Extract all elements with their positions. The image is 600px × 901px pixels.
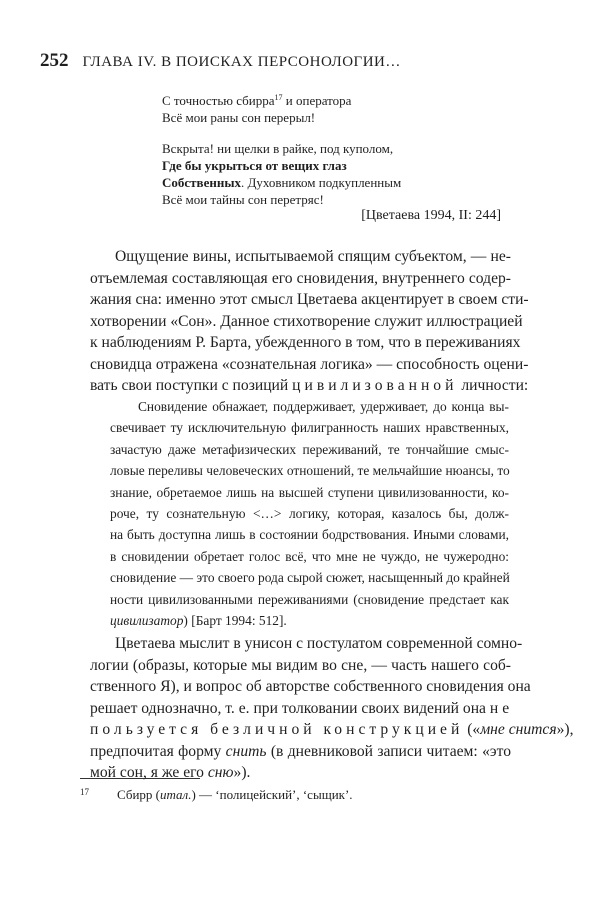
poem-line: С точностью сбирра$^{17}$ и оператора [162, 93, 352, 108]
running-header [40, 50, 401, 72]
paragraph-1: Ощущение вины, испытываемой спящим субъектом, — не- отъемлемая составляющая его сновидения, внутреннего содер- жания сна: именно этот смысл Цветаева акцентирует в своем сти- хотворении «Сон». Данное стихотворение служит иллюстрацией к наблюдениям Р. Барта, убежденного в том, что в переживаниях сновидца отражена «сознательная логика» — способность оцени- вать свои поступки с позиций цивилизованной личности: [90, 248, 529, 394]
page-number: 252 [40, 50, 69, 71]
footnote-number: 17 [80, 787, 89, 797]
emphasis-spaced: цивилизованной [292, 377, 458, 394]
footnote-ref[interactable]: 17 [274, 93, 283, 102]
poem-line: Вскрыта! ни щелки в райке, под куполом, [162, 141, 394, 156]
block-quote: Сновидение обнажает, поддерживает, удерживает, до конца вы- свечивает ту исключительную филигранность наших нравственных, зачастую даже метафизических переживаний, те тончайшие смыс- ловые переливы человеческих отношений, те мельчайшие нюансы, то знание, обретаемое лишь на высшей ступени цивилизованности, ко- роче, ту сознательную <…> логику, которая, казалось бы, долж- на быть доступна лишь в состоянии бодрствования. Иными словами, в сновидении обретает голос всё, что мне не чуждо, не чужеродно: сновидение — это своего рода сырой сюжет, насыщенный до крайней ности цивилизованными переживаниями (сновидение предстает как цивилизатор) [Барт 1994: 512]. [110, 399, 510, 629]
footnote-divider [80, 778, 200, 779]
poem-line: Где бы укрыться от вещих глаз [162, 158, 347, 173]
chapter-title: ГЛАВА IV. В ПОИСКАХ ПЕРСОНОЛОГИИ… [82, 54, 401, 70]
footnote: 17 Сбирр (итал.) — ‘полицейский’, ‘сыщик’. [80, 787, 353, 802]
poem-line: Всё мои тайны сон перетряс! [162, 192, 324, 207]
poem-line: Всё мои раны сон перерыл! [162, 110, 316, 125]
poem-line: Собственных. Духовником подкупленным [162, 175, 402, 190]
poem-epigraph [162, 92, 401, 208]
paragraph-2: Цветаева мыслит в унисон с постулатом современной сомно- логии (образы, которые мы видим во сне, — часть нашего соб- ственного Я), и вопрос об авторстве собственного сновидения она решает однозначно, т. е. при толковании своих видений она не пользуется безличной конструкцией («мне снится»), предпочитая форму снить (в дневниковой записи читаем: «это мой сон, я же его сню»). [90, 635, 574, 781]
poem-citation: [Цветаева 1994, II: 244] [361, 208, 501, 223]
